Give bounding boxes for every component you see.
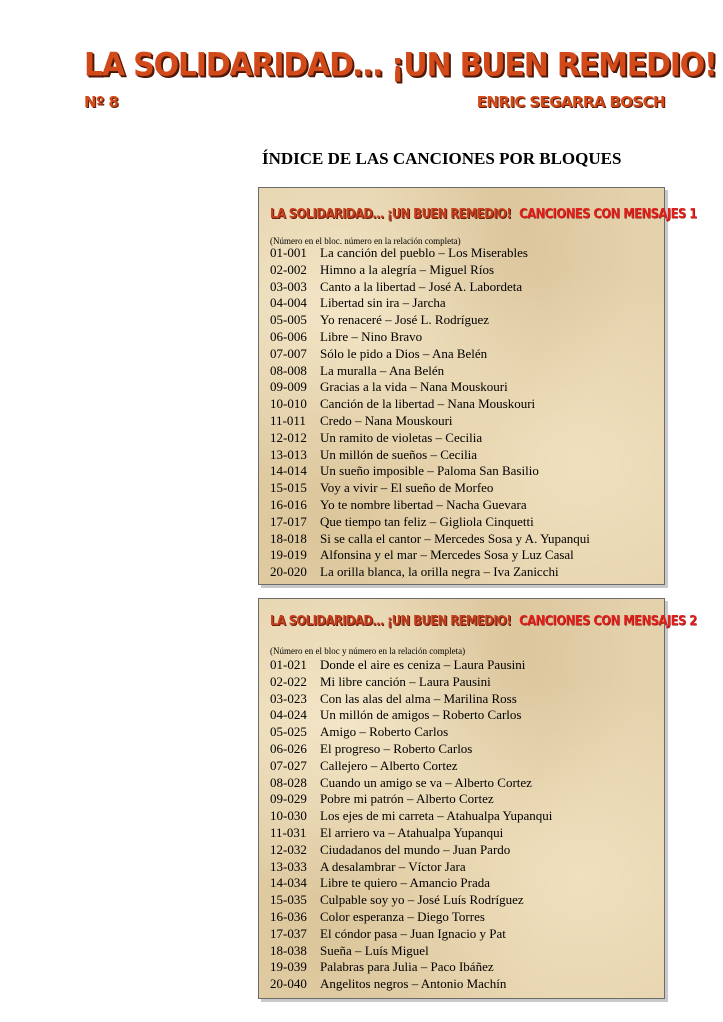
- song-title-artist: Voy a vivir – El sueño de Morfeo: [320, 480, 494, 496]
- song-title-artist: Canto a la libertad – José A. Labordeta: [320, 278, 523, 294]
- song-item: [270, 531, 590, 548]
- song-number: 01-001: [270, 245, 307, 260]
- index-heading: ÍNDICE DE LAS CANCIONES POR BLOQUES: [262, 149, 622, 168]
- song-item: [270, 245, 590, 262]
- song-title-artist: Mi libre canción – Laura Pausini: [320, 673, 491, 689]
- song-title-artist: Amigo – Roberto Carlos: [320, 724, 449, 740]
- song-item: [270, 959, 552, 976]
- song-item: [270, 791, 552, 808]
- song-item: [270, 279, 590, 296]
- song-number: 10-010: [270, 396, 307, 412]
- song-title-artist: Alfonsina y el mar – Mercedes Sosa y Luz Casal: [320, 547, 574, 563]
- song-item: [270, 447, 590, 464]
- song-number: 14-034: [270, 875, 307, 891]
- song-item: [270, 926, 552, 943]
- block-title: LA SOLIDARIDAD… ¡UN BUEN REMEDIO!: [270, 205, 512, 222]
- song-number: 15-035: [270, 892, 307, 908]
- song-number: 05-005: [270, 312, 307, 328]
- song-title-artist: Los ejes de mi carreta – Atahualpa Yupanqui: [320, 808, 553, 824]
- song-number: 19-039: [270, 959, 307, 975]
- song-title-artist: Donde el aire es ceniza – Laura Pausini: [320, 657, 526, 672]
- song-title-artist: Un millón de sueños – Cecilia: [320, 446, 478, 462]
- song-block-2: [258, 598, 697, 999]
- song-number: 11-011: [270, 412, 306, 428]
- block-section: CANCIONES CON MENSAJES 2: [519, 612, 697, 629]
- song-item: [270, 295, 590, 312]
- song-title-artist: Culpable soy yo – José Luís Rodríguez: [320, 892, 524, 908]
- song-number: 07-027: [270, 757, 307, 773]
- song-title-artist: A desalambrar – Víctor Jara: [320, 858, 466, 874]
- song-number: 06-006: [270, 328, 307, 344]
- song-item: [270, 657, 552, 674]
- block-header: [270, 204, 697, 222]
- song-item: [270, 909, 552, 926]
- song-number: 01-021: [270, 657, 307, 672]
- song-item: [270, 943, 552, 960]
- song-number: 09-009: [270, 379, 307, 395]
- song-number: 02-022: [270, 673, 307, 689]
- song-item: [270, 396, 590, 413]
- song-item: [270, 547, 590, 564]
- song-title-artist: Libre – Nino Bravo: [320, 328, 423, 344]
- song-title-artist: Sueña – Luís Miguel: [320, 942, 429, 958]
- song-number: 16-036: [270, 908, 307, 924]
- song-title-artist: Callejero – Alberto Cortez: [320, 757, 458, 773]
- song-title-artist: Un sueño imposible – Paloma San Basilio: [320, 463, 539, 479]
- song-item: [270, 691, 552, 708]
- song-number: 20-020: [270, 564, 307, 580]
- song-number: 15-015: [270, 480, 307, 496]
- song-title-artist: El progreso – Roberto Carlos: [320, 740, 473, 756]
- song-item: [270, 724, 552, 741]
- block-header: [270, 611, 697, 629]
- song-title-artist: Un ramito de violetas – Cecilia: [320, 429, 483, 445]
- song-item: [270, 976, 552, 993]
- song-number: 08-008: [270, 362, 307, 378]
- song-number: 19-019: [270, 547, 307, 563]
- song-title-artist: Un millón de amigos – Roberto Carlos: [320, 707, 522, 723]
- song-number: 08-028: [270, 774, 307, 790]
- author-name: ENRIC SEGARRA BOSCH: [476, 93, 665, 111]
- block-note: (Número en el bloc y número en la relación completa): [270, 646, 466, 656]
- song-number: 17-037: [270, 925, 307, 941]
- song-number: 03-003: [270, 278, 307, 294]
- song-number: 14-014: [270, 463, 307, 479]
- song-item: [270, 564, 590, 581]
- song-number: 03-023: [270, 690, 307, 706]
- block-section: CANCIONES CON MENSAJES 1: [519, 205, 697, 222]
- song-title-artist: Yo renaceré – José L. Rodríguez: [320, 312, 490, 328]
- song-number: 12-012: [270, 429, 307, 445]
- song-number: 10-030: [270, 808, 307, 824]
- song-number: 18-018: [270, 530, 307, 546]
- song-item: [270, 312, 590, 329]
- song-item: [270, 329, 590, 346]
- document-title: LA SOLIDARIDAD… ¡UN BUEN REMEDIO!: [84, 46, 717, 84]
- song-block-1: [258, 187, 697, 585]
- song-title-artist: Libertad sin ira – Jarcha: [320, 295, 446, 311]
- song-number: 13-013: [270, 446, 307, 462]
- song-list: [270, 245, 590, 581]
- song-number: 16-016: [270, 496, 307, 512]
- song-item: [270, 379, 590, 396]
- song-item: [270, 497, 590, 514]
- song-item: [270, 463, 590, 480]
- song-title-artist: Canción de la libertad – Nana Mouskouri: [320, 396, 536, 412]
- song-title-artist: Ciudadanos del mundo – Juan Pardo: [320, 841, 511, 857]
- song-title-artist: Sólo le pido a Dios – Ana Belén: [320, 345, 488, 361]
- song-title-artist: Yo te nombre libertad – Nacha Guevara: [320, 496, 527, 512]
- song-item: [270, 480, 590, 497]
- song-title-artist: Con las alas del alma – Marilina Ross: [320, 690, 517, 706]
- song-item: [270, 674, 552, 691]
- song-title-artist: Si se calla el cantor – Mercedes Sosa y A. Yupanqui: [320, 530, 590, 546]
- block-note: (Número en el bloc. número en la relación completa): [270, 236, 461, 246]
- song-number: 05-025: [270, 724, 307, 740]
- song-title-artist: Cuando un amigo se va – Alberto Cortez: [320, 774, 532, 790]
- song-title-artist: El cóndor pasa – Juan Ignacio y Pat: [320, 925, 506, 941]
- song-item: [270, 262, 590, 279]
- song-title-artist: Gracias a la vida – Nana Mouskouri: [320, 379, 508, 395]
- song-title-artist: Credo – Nana Mouskouri: [320, 412, 453, 428]
- song-title-artist: La orilla blanca, la orilla negra – Iva Zanicchi: [320, 564, 559, 580]
- song-item: [270, 758, 552, 775]
- song-item: [270, 430, 590, 447]
- block-title: LA SOLIDARIDAD… ¡UN BUEN REMEDIO!: [270, 612, 512, 629]
- song-item: [270, 825, 552, 842]
- song-number: 07-007: [270, 345, 307, 361]
- song-number: 17-017: [270, 513, 307, 529]
- song-number: 04-004: [270, 295, 307, 311]
- song-item: [270, 842, 552, 859]
- song-item: [270, 859, 552, 876]
- song-item: [270, 808, 552, 825]
- song-title-artist: Himno a la alegría – Miguel Ríos: [320, 261, 495, 277]
- song-title-artist: Palabras para Julia – Paco Ibáñez: [320, 959, 494, 975]
- issue-number: Nº 8: [84, 93, 119, 111]
- song-number: 02-002: [270, 261, 307, 277]
- song-item: [270, 892, 552, 909]
- song-title-artist: El arriero va – Atahualpa Yupanqui: [320, 824, 504, 840]
- song-number: 04-024: [270, 707, 307, 723]
- song-title-artist: La canción del pueblo – Los Miserables: [320, 245, 528, 260]
- song-title-artist: Libre te quiero – Amancio Prada: [320, 875, 491, 891]
- song-item: [270, 514, 590, 531]
- song-item: [270, 775, 552, 792]
- song-item: [270, 741, 552, 758]
- song-title-artist: Pobre mi patrón – Alberto Cortez: [320, 791, 494, 807]
- song-number: 20-040: [270, 976, 307, 992]
- song-title-artist: La muralla – Ana Belén: [320, 362, 445, 378]
- song-number: 12-032: [270, 841, 307, 857]
- song-list: [270, 657, 552, 993]
- song-title-artist: Angelitos negros – Antonio Machín: [320, 976, 507, 992]
- song-item: [270, 707, 552, 724]
- song-item: [270, 346, 590, 363]
- song-title-artist: Que tiempo tan feliz – Gigliola Cinquetti: [320, 513, 534, 529]
- song-number: 13-033: [270, 858, 307, 874]
- song-title-artist: Color esperanza – Diego Torres: [320, 908, 485, 924]
- song-number: 09-029: [270, 791, 307, 807]
- song-item: [270, 875, 552, 892]
- song-item: [270, 363, 590, 380]
- song-number: 06-026: [270, 740, 307, 756]
- song-number: 18-038: [270, 942, 307, 958]
- song-item: [270, 413, 590, 430]
- song-number: 11-031: [270, 824, 307, 840]
